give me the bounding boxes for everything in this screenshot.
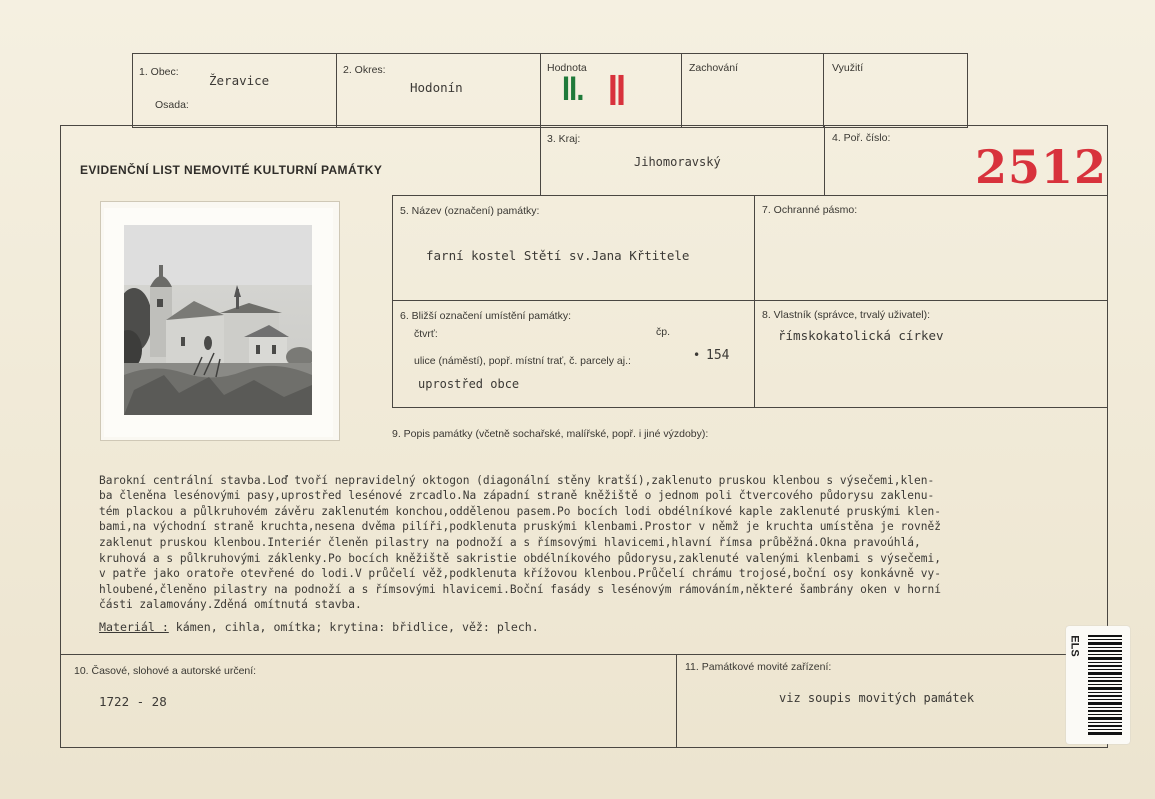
popis-line: Barokní centrální stavba.Loď tvoří nepravidelný oktogon (diagonální stěny kratší),zaklenuto pruskou klenbou s výsečemi,klen- [99, 473, 935, 487]
popis-line: tém plackou a půlkruhovém závěru zaklenutém konchou,oddělenou pasem.Po bocích lodi obdélníkové kaple zaklenuté pruskými klen- [99, 504, 941, 518]
popis-text [99, 457, 1109, 613]
datace-label: 10. Časové, slohové a autorské určení: [74, 665, 257, 677]
por-cislo-value: 2512 [975, 140, 1108, 194]
popis-line: hloubené,členěno pilastry na podnoží a s římsovými hlavicemi.Boční fasády s lesénovým rámováním,některé šambrány oken v horní [99, 582, 941, 596]
cp-label: čp. [656, 326, 671, 338]
kraj-label: 3. Kraj: [547, 133, 581, 145]
popis-label: 9. Popis památky (včetně sochařské, malířské, popř. i jiné výzdoby): [392, 428, 709, 440]
osada-label: Osada: [155, 99, 189, 111]
kraj-value: Jihomoravský [634, 155, 721, 169]
material-line [99, 620, 539, 634]
zachovani-label: Zachování [689, 62, 739, 74]
hodnota-label: Hodnota [547, 62, 587, 74]
popis-line: zaklenut pruskou klenbou.Interiér členěn pilastry na podnoží a s římsovými hlavicemi,hlavní římsa průběžná.Okna pravoúhlá, [99, 535, 921, 549]
movite-label: 11. Památkové movité zařízení: [685, 661, 832, 673]
barcode-text: ELS [1068, 635, 1081, 657]
barcode-icon [1088, 635, 1122, 735]
popis-line: bami,na východní straně kruchta,nesena dvěma pilíři,podklenuta pruskými klenbami.Prostor v němž je kruchta umístěna je rovněž [99, 520, 941, 534]
nazev-label: 5. Název (označení) památky: [400, 205, 540, 217]
vlastnik-label: 8. Vlastník (správce, trvalý uživatel): [762, 309, 931, 321]
parcela-value: 154 [706, 348, 730, 363]
obec-value: Žeravice [209, 73, 270, 88]
material-label: Materiál : [99, 620, 169, 634]
ctvrt-label: čtvrť: [414, 328, 438, 340]
por-cislo-label: 4. Poř. číslo: [832, 132, 891, 144]
popis-line: ba členěna lesénovými pasy,uprostřed lesénové zrcadlo.Na západní straně kněžiště o jednom poli čtvercového půdorysu zaklenu- [99, 489, 935, 503]
barcode-sticker [1066, 626, 1130, 744]
form-title: EVIDENČNÍ LIST NEMOVITÉ KULTURNÍ PAMÁTKY [80, 163, 383, 177]
popis-line: v patře jako oratoře otevřené do lodi.V průčelí věž,podklenuta křížovou klenbou.Průčelí chrámu trojosé,boční osy konkávně vy- [99, 567, 941, 581]
obec-label: 1. Obec: [139, 66, 179, 78]
ulice-label: ulice (náměstí), popř. místní trať, č. parcely aj.: [414, 355, 631, 367]
okres-label: 2. Okres: [343, 64, 386, 76]
material-value: kámen, cihla, omítka; krytina: břidlice, věž: plech. [168, 620, 539, 634]
hodnota-value-black: II. [562, 70, 584, 108]
parcela-dot: • [693, 348, 701, 362]
ochranne-pasmo-label: 7. Ochranné pásmo: [762, 204, 858, 216]
nazev-value: farní kostel Stětí sv.Jana Křtitele [426, 248, 690, 263]
umisteni-label: 6. Bližší označení umístění památky: [400, 310, 571, 322]
popis-line: kruhová a s půlkruhovými záklenky.Po bocích kněžiště sakristie obdélníkového půdorysu,zaklenuté valenými klenbami s výsečemi, [99, 551, 941, 565]
movite-value: viz soupis movitých památek [779, 691, 975, 705]
datace-value: 1722 - 28 [99, 694, 167, 709]
hodnota-value-red: II [608, 66, 625, 115]
okres-value: Hodonín [410, 80, 463, 95]
popis-line: části zalamovány.Zděná omítnutá stavba. [99, 598, 362, 612]
obec-cell [132, 53, 337, 128]
poloha-value: uprostřed obce [418, 377, 520, 391]
vlastnik-value: římskokatolická církev [778, 328, 944, 343]
vyuziti-label: Využití [832, 62, 864, 74]
church-photo [124, 225, 312, 415]
